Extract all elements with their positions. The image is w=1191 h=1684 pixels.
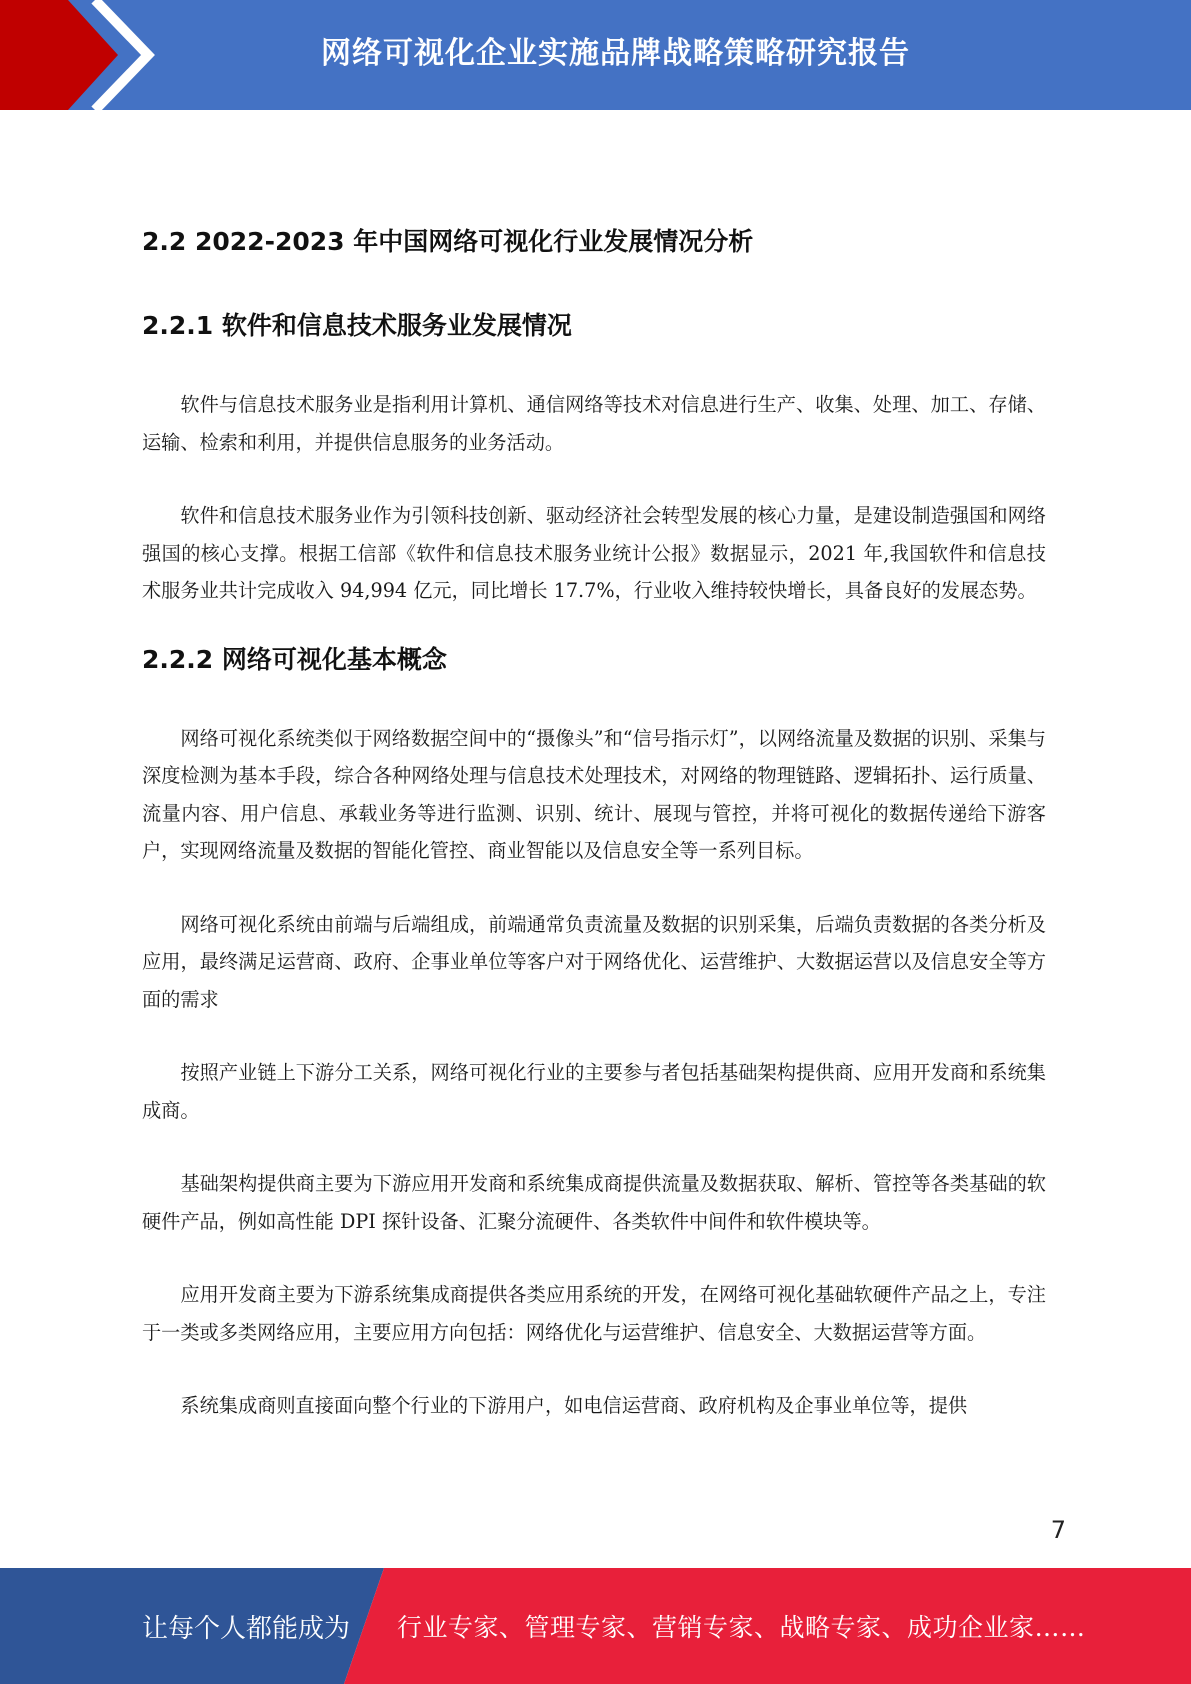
paragraph: 网络可视化系统由前端与后端组成，前端通常负责流量及数据的识别采集，后端负责数据的各类分析及应用，最终满足运营商、政府、企事业单位等客户对于网络优化、运营维护、大数据运营以及信息安全等方面的需求 xyxy=(142,912,1046,1011)
report-title: 网络可视化企业实施品牌战略策略研究报告 xyxy=(321,36,910,71)
paragraph: 软件与信息技术服务业是指利用计算机、通信网络等技术对信息进行生产、收集、处理、加工、存储、运输、检索和利用，并提供信息服务的业务活动。 xyxy=(142,393,1046,454)
subsection-heading-concept: 2.2.2 网络可视化基本概念 xyxy=(142,644,447,674)
paragraph: 系统集成商则直接面向整个行业的下游用户，如电信运营商、政府机构及企事业单位等，提供 xyxy=(180,1394,968,1417)
paragraph: 网络可视化系统类似于网络数据空间中的“摄像头”和“信号指示灯”，以网络流量及数据的识别、采集与深度检测为基本手段，综合各种网络处理与信息技术处理技术，对网络的物理链路、逻辑拓扑、运行质量、流量内容、用户信息、承载业务等进行监测、识别、统计、展现与管控，并将可视化的数据传递给下游客户，实现网络流量及数据的智能化管控、商业智能以及信息安全等一系列目标。 xyxy=(142,726,1046,862)
paragraph: 基础架构提供商主要为下游应用开发商和系统集成商提供流量及数据获取、解析、管控等各类基础的软硬件产品，例如高性能 DPI 探针设备、汇聚分流硬件、各类软件中间件和软件模块等。 xyxy=(142,1172,1046,1233)
paragraph: 按照产业链上下游分工关系，网络可视化行业的主要参与者包括基础架构提供商、应用开发商和系统集成商。 xyxy=(142,1061,1046,1122)
page-footer xyxy=(0,1568,1191,1684)
document-body xyxy=(142,200,1046,1461)
paragraph: 应用开发商主要为下游系统集成商提供各类应用系统的开发，在网络可视化基础软硬件产品之上，专注于一类或多类网络应用，主要应用方向包括：网络优化与运营维护、信息安全、大数据运营等方面。 xyxy=(142,1283,1046,1344)
page-number: 7 xyxy=(1050,1516,1066,1544)
paragraph: 软件和信息技术服务业作为引领科技创新、驱动经济社会转型发展的核心力量，是建设制造强国和网络强国的核心支撑。根据工信部《软件和信息技术服务业统计公报》数据显示，2021 年,我国软件和信息技术服务业共计完成收入 94,994 亿元，同比增长 17.7%，行业收入维持较快增长，具备良好的发展态势。 xyxy=(142,504,1046,602)
footer-slogan-right: 行业专家、管理专家、营销专家、战略专家、成功企业家…… xyxy=(397,1613,1086,1642)
subsection-heading-software: 2.2.1 软件和信息技术服务业发展情况 xyxy=(142,311,572,340)
section-heading: 2.2 2022-2023 年中国网络可视化行业发展情况分析 xyxy=(142,227,754,256)
page-header xyxy=(0,0,1191,110)
footer-slogan-left: 让每个人都能成为 xyxy=(142,1613,351,1644)
